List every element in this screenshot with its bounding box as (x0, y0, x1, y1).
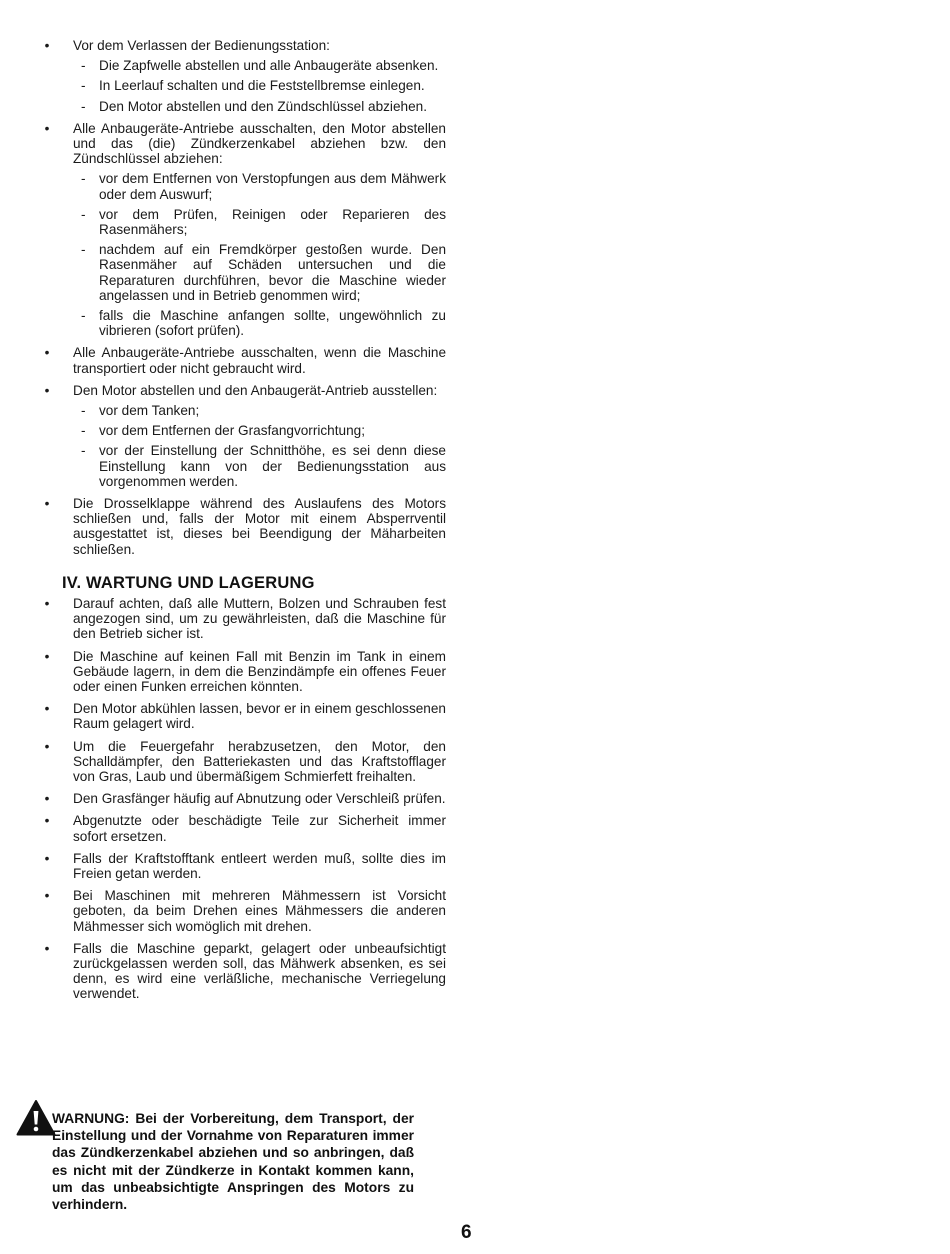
dash-marker: - (81, 308, 86, 324)
bullet-text: Falls die Maschine geparkt, gelagert oder unbeaufsichtigt zurückgelassen werden soll, das Mähwerk absenken, es sei denn, es wird eine verläßliche, mechanische Verriegelung verwendet. (73, 940, 446, 1002)
sub-item (73, 403, 446, 418)
sub-item (73, 207, 446, 237)
bullet-item (42, 701, 446, 731)
bullet-text: Den Motor abkühlen lassen, bevor er in einem geschlossenen Raum gelagert wird. (73, 701, 446, 732)
sub-item (73, 58, 446, 73)
section-operation (42, 38, 446, 557)
sub-text: In Leerlauf schalten und die Feststellbremse einlegen. (99, 78, 425, 94)
sub-item (73, 78, 446, 93)
sub-item (73, 423, 446, 438)
dash-marker: - (81, 58, 86, 74)
bullet-marker: • (44, 120, 50, 136)
dash-marker: - (81, 242, 86, 258)
sub-item (73, 99, 446, 114)
sub-item (73, 443, 446, 489)
sub-text: vor der Einstellung der Schnitthöhe, es sei denn diese Einstellung kann von der Bedienungsstation aus vorgenommen werden. (99, 443, 446, 489)
dash-marker: - (81, 78, 86, 94)
sub-text: nachdem auf ein Fremdkörper gestoßen wurde. Den Rasenmäher auf Schäden untersuchen und die Reparaturen durchführen, bevor die Maschine wieder angelassen und in Betrieb genommen wird; (99, 242, 446, 303)
sub-text: vor dem Entfernen von Verstopfungen aus dem Mähwerk oder dem Auswurf; (99, 171, 446, 202)
bullet-item (42, 596, 446, 642)
sub-text: Die Zapfwelle abstellen und alle Anbaugeräte absenken. (99, 58, 439, 74)
dash-marker: - (81, 206, 86, 222)
dash-marker: - (81, 403, 86, 419)
bullet-text: Alle Anbaugeräte-Antriebe ausschalten, wenn die Maschine transportiert oder nicht gebraucht wird. (73, 345, 446, 376)
bullet-text: Den Grasfänger häufig auf Abnutzung oder Verschleiß prüfen. (73, 791, 446, 807)
sub-item (73, 308, 446, 338)
bullet-item (42, 121, 446, 339)
bullet-marker: • (44, 382, 50, 398)
sub-text: falls die Maschine anfangen sollte, ungewöhnlich zu vibrieren (sofort prüfen). (99, 308, 446, 339)
sub-item (73, 242, 446, 303)
bullet-marker: • (44, 791, 50, 807)
section-heading: IV. WARTUNG UND LAGERUNG (62, 573, 315, 592)
warning-triangle-icon (16, 1099, 56, 1137)
section-maintenance (42, 596, 446, 1002)
bullet-item (42, 496, 446, 557)
bullet-marker: • (44, 38, 50, 53)
bullet-item (42, 791, 446, 806)
dash-marker: - (81, 423, 86, 439)
dash-marker: - (81, 171, 86, 187)
bullet-item (42, 383, 446, 489)
sub-text: vor dem Prüfen, Reinigen oder Reparieren des Rasenmähers; (99, 206, 446, 238)
bullet-text: Alle Anbaugeräte-Antriebe ausschalten, den Motor abstellen und das (die) Zündkerzenkabel abziehen bzw. den Zündschlüssel abziehen: (73, 120, 446, 167)
dash-marker: - (81, 98, 86, 114)
bullet-item (42, 941, 446, 1002)
bullet-item (42, 813, 446, 843)
bullet-item (42, 739, 446, 785)
bullet-text: Die Maschine auf keinen Fall mit Benzin im Tank in einem Gebäude lagern, in dem die Benzindämpfe ein offenes Feuer oder einen Funken erreichen könnten. (73, 648, 446, 694)
sub-text: vor dem Entfernen der Grasfangvorrichtung; (99, 423, 365, 439)
bullet-text: Um die Feuergefahr herabzusetzen, den Motor, den Schalldämpfer, den Batteriekasten und das Kraftstofflager von Gras, Laub und übermäßigem Schmierfett freihalten. (73, 738, 446, 784)
sub-text: Den Motor abstellen und den Zündschlüssel abziehen. (99, 98, 427, 114)
bullet-marker: • (44, 701, 50, 717)
bullet-item (42, 851, 446, 881)
bullet-marker: • (44, 595, 50, 611)
bullet-text: Bei Maschinen mit mehreren Mähmessern ist Vorsicht geboten, da beim Drehen eines Mähmessers die anderen Mähmesser sich womöglich mit drehen. (73, 888, 446, 934)
dash-marker: - (81, 443, 86, 459)
bullet-marker: • (44, 850, 50, 866)
bullet-text: Die Drosselklappe während des Auslaufens des Motors schließen und, falls der Motor mit einem Absperrventil ausgestattet ist, dieses bei Beendigung der Mäharbeiten schließen. (73, 496, 446, 557)
bullet-text: Den Motor abstellen und den Anbaugerät-Antrieb ausstellen: (73, 382, 438, 398)
sub-text: vor dem Tanken; (99, 403, 200, 419)
bullet-item (42, 888, 446, 934)
bullet-marker: • (44, 940, 50, 956)
bullet-marker: • (44, 888, 50, 904)
page-number: 6 (461, 1222, 472, 1243)
bullet-item (42, 38, 446, 114)
bullet-marker: • (44, 648, 50, 664)
bullet-item (42, 649, 446, 695)
bullet-marker: • (44, 813, 50, 829)
bullet-text: Abgenutzte oder beschädigte Teile zur Sicherheit immer sofort ersetzen. (73, 813, 446, 844)
bullet-item (42, 345, 446, 375)
sub-item (73, 171, 446, 201)
warning-text: WARNUNG: Bei der Vorbereitung, dem Transport, der Einstellung und der Vornahme von Reparaturen immer das Zündkerzenkabel abziehen und so anbringen, daß es nicht mit der Zündkerze in Kontakt kommen kann, um das unbeabsichtigte Anspringen des Motors zu verhindern. (52, 1111, 414, 1213)
bullet-text: Vor dem Verlassen der Bedienungsstation: (73, 38, 330, 53)
bullet-text: Darauf achten, daß alle Muttern, Bolzen und Schrauben fest angezogen sind, um zu gewährleisten, daß die Maschine für den Betrieb sicher ist. (73, 595, 446, 642)
bullet-marker: • (44, 496, 50, 512)
bullet-marker: • (44, 345, 50, 361)
bullet-text: Falls der Kraftstofftank entleert werden muß, sollte dies im Freien getan werden. (73, 850, 446, 881)
bullet-marker: • (44, 738, 50, 754)
content-column (42, 38, 446, 1009)
